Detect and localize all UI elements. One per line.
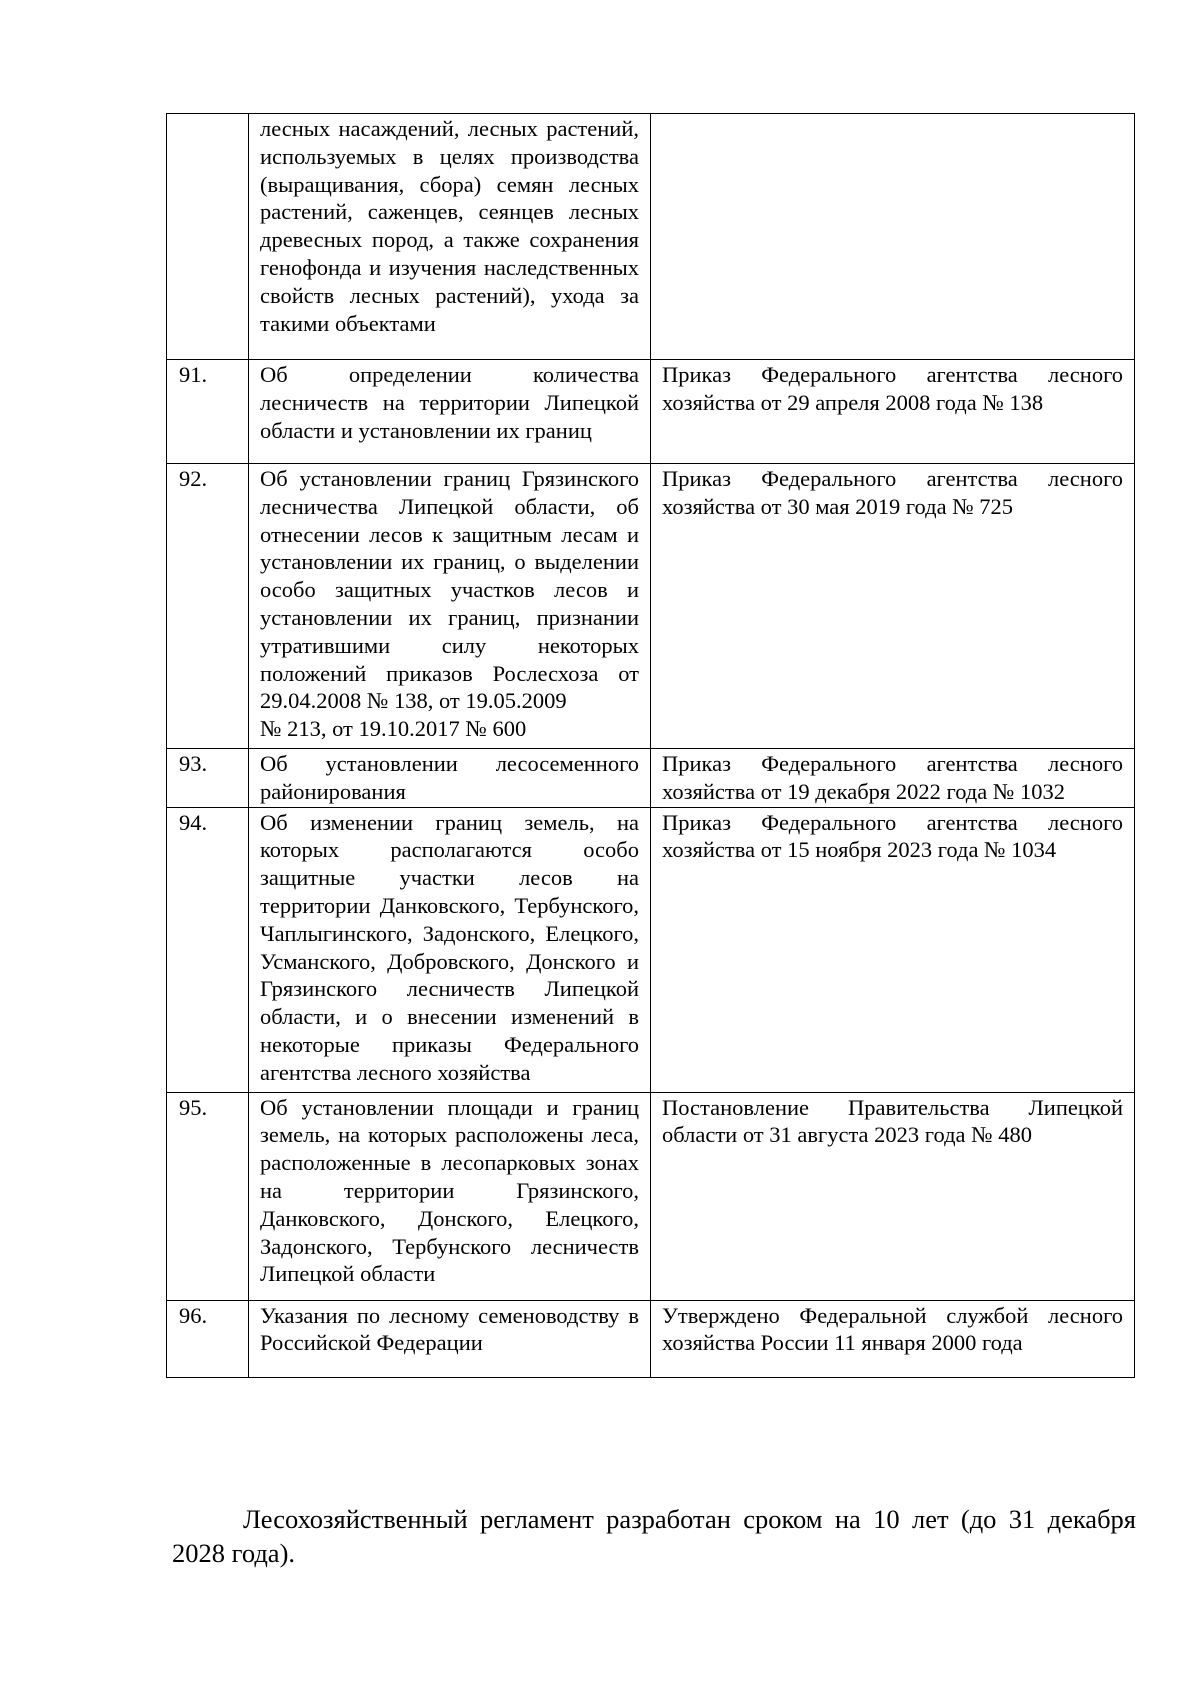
document-name-line: Об изменении границ земель, на которых располагаются особо защитные участки лесов на территории Данковского, Тербунского, Чаплыгинского, Задонского, Елецкого, Усманского, Добровского, Донского и Грязинского лесничеств Липецкой области, и о внесении изменений в некоторые приказы Федерального агентства лесного хозяйства — [260, 809, 639, 1085]
document-name-line: № 213, от 19.10.2017 № 600 — [260, 716, 527, 742]
footer-paragraph: Лесохозяйственный регламент разработан сроком на 10 лет (до 31 декабря 2028 года). — [172, 1504, 1136, 1568]
row-document-name — [249, 1300, 651, 1377]
row-source-document: Утверждено Федеральной службой лесного хозяйства России 11 января 2000 года — [651, 1300, 1135, 1377]
row-source-document: Приказ Федерального агентства лесного хозяйства от 30 мая 2019 года № 725 — [651, 464, 1135, 749]
row-document-name — [249, 749, 651, 808]
row-source-document: Приказ Федерального агентства лесного хозяйства от 29 апреля 2008 года № 138 — [651, 360, 1135, 464]
row-document-name — [249, 464, 651, 749]
document-name-line: Указания по лесному семеноводству в Российской Федерации — [260, 1302, 639, 1356]
row-document-name — [249, 807, 651, 1092]
row-document-name — [249, 114, 651, 360]
document-name-line: Об определении количества лесничеств на территории Липецкой области и установлении их границ — [260, 362, 639, 443]
regulations-table — [166, 113, 1135, 1378]
row-number — [167, 114, 249, 360]
row-source-document: Приказ Федерального агентства лесного хозяйства от 19 декабря 2022 года № 1032 — [651, 749, 1135, 808]
row-source-document — [651, 114, 1135, 360]
row-number: 95. — [167, 1092, 249, 1300]
row-number: 96. — [167, 1300, 249, 1377]
table-body — [167, 114, 1135, 1378]
row-source-document: Приказ Федерального агентства лесного хозяйства от 15 ноября 2023 года № 1034 — [651, 807, 1135, 1092]
row-number: 94. — [167, 807, 249, 1092]
document-name-line: Об установлении площади и границ земель, на которых расположены леса, расположенные в лесопарковых зонах на территории Грязинского, Данковского, Донского, Елецкого, Задонского, Тербунского лесничеств Липецкой области — [260, 1094, 639, 1287]
table-row — [167, 114, 1135, 360]
table-row — [167, 749, 1135, 808]
document-name-line: лесных насаждений, лесных растений, используемых в целях производства (выращивания, сбора) семян лесных растений, саженцев, сеянцев лесных древесных пород, а также сохранения генофонда и изучения наследственных свойств лесных растений), ухода за такими объектами — [260, 116, 639, 336]
table-row — [167, 464, 1135, 749]
document-name-line: Об установлении лесосеменного районирования — [260, 751, 639, 804]
table-row — [167, 1300, 1135, 1377]
row-document-name — [249, 1092, 651, 1300]
table-row — [167, 1092, 1135, 1300]
row-number: 91. — [167, 360, 249, 464]
row-number: 92. — [167, 464, 249, 749]
row-number: 93. — [167, 749, 249, 808]
document-name-line: Об установлении границ Грязинского лесничества Липецкой области, об отнесении лесов к защитным лесам и установлении их границ, о выделении особо защитных участков лесов и установлении их границ, признании утратившими силу некоторых положений приказов Рослесхоза от 29.04.2008 № 138, от 19.05.2009 — [260, 466, 639, 714]
table-row — [167, 807, 1135, 1092]
row-document-name — [249, 360, 651, 464]
table-row — [167, 360, 1135, 464]
row-source-document: Постановление Правительства Липецкой области от 31 августа 2023 года № 480 — [651, 1092, 1135, 1300]
